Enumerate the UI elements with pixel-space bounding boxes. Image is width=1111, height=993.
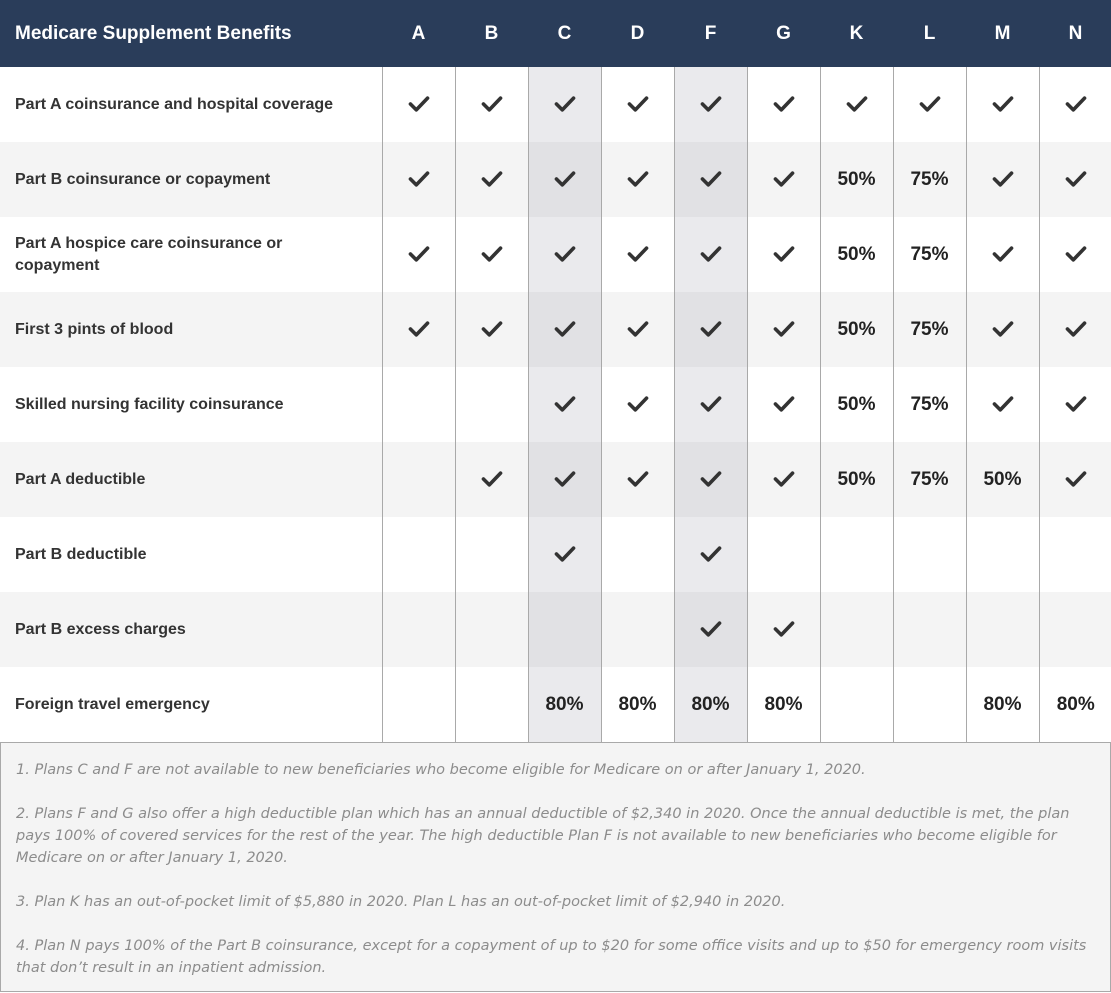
cell-plan-c	[528, 292, 601, 367]
cell-plan-d	[601, 142, 674, 217]
cell-plan-c	[528, 367, 601, 442]
checkmark-icon	[554, 470, 576, 488]
cell-plan-m	[966, 217, 1039, 292]
table-row	[0, 217, 1111, 292]
checkmark-icon	[700, 320, 722, 338]
cell-plan-m	[966, 142, 1039, 217]
table-row	[0, 667, 1111, 743]
checkmark-icon	[554, 245, 576, 263]
coverage-percent: 50%	[983, 468, 1022, 490]
cell-plan-g	[747, 142, 820, 217]
checkmark-icon	[700, 545, 722, 563]
checkmark-icon	[627, 320, 649, 338]
checkmark-icon	[627, 170, 649, 188]
cell-plan-g	[747, 292, 820, 367]
checkmark-icon	[627, 245, 649, 263]
cell-plan-f	[674, 667, 747, 743]
cell-plan-c	[528, 592, 601, 667]
cell-plan-k	[820, 67, 893, 142]
checkmark-icon	[1065, 95, 1087, 113]
cell-plan-a	[382, 442, 455, 517]
checkmark-icon	[408, 245, 430, 263]
coverage-percent: 50%	[837, 243, 876, 265]
cell-plan-a	[382, 667, 455, 743]
coverage-percent: 75%	[910, 243, 949, 265]
cell-plan-c	[528, 67, 601, 142]
cell-plan-b	[455, 67, 528, 142]
coverage-percent: 80%	[764, 693, 803, 715]
coverage-percent: 80%	[1056, 693, 1095, 715]
checkmark-icon	[481, 170, 503, 188]
cell-plan-c	[528, 217, 601, 292]
footnote-3: 3. Plan K has an out-of-pocket limit of $5,880 in 2020. Plan L has an out-of-pocket limit of $2,940 in 2020.	[16, 894, 786, 910]
cell-plan-g	[747, 592, 820, 667]
cell-plan-d	[601, 292, 674, 367]
table-row	[0, 142, 1111, 217]
checkmark-icon	[408, 170, 430, 188]
coverage-percent: 75%	[910, 393, 949, 415]
plan-header-d: D	[601, 0, 674, 67]
cell-plan-d	[601, 367, 674, 442]
checkmark-icon	[554, 320, 576, 338]
cell-plan-f	[674, 292, 747, 367]
checkmark-icon	[773, 320, 795, 338]
benefit-label: Part B excess charges	[0, 592, 382, 667]
benefit-label: Part A coinsurance and hospital coverage	[15, 95, 334, 113]
cell-plan-g	[747, 217, 820, 292]
checkmark-icon	[846, 95, 868, 113]
cell-plan-l	[893, 142, 966, 217]
table-row	[0, 292, 1111, 367]
checkmark-icon	[992, 95, 1014, 113]
cell-plan-d	[601, 517, 674, 592]
checkmark-icon	[700, 470, 722, 488]
cell-plan-l	[893, 217, 966, 292]
checkmark-icon	[1065, 395, 1087, 413]
cell-plan-m	[966, 517, 1039, 592]
benefit-label: Part A deductible	[0, 442, 382, 517]
cell-plan-g	[747, 367, 820, 442]
cell-plan-g	[747, 517, 820, 592]
cell-plan-n	[1039, 142, 1111, 217]
cell-plan-n	[1039, 592, 1111, 667]
cell-plan-l	[893, 367, 966, 442]
cell-plan-n	[1039, 442, 1111, 517]
checkmark-icon	[408, 320, 430, 338]
checkmark-icon	[773, 170, 795, 188]
table-title: Medicare Supplement Benefits	[0, 0, 382, 67]
cell-plan-n	[1039, 292, 1111, 367]
benefit-label: First 3 pints of blood	[0, 292, 382, 367]
checkmark-icon	[1065, 245, 1087, 263]
footnote-1: 1. Plans C and F are not available to new beneficiaries who become eligible for Medicare on or after January 1, 2020.	[16, 762, 866, 778]
coverage-percent: 80%	[983, 693, 1022, 715]
cell-plan-f	[674, 217, 747, 292]
cell-plan-f	[674, 67, 747, 142]
cell-plan-l	[893, 592, 966, 667]
checkmark-icon	[992, 320, 1014, 338]
coverage-percent: 50%	[837, 168, 876, 190]
plan-header-l: L	[893, 0, 966, 67]
cell-plan-k	[820, 217, 893, 292]
cell-plan-n	[1039, 517, 1111, 592]
table-row	[0, 592, 1111, 667]
cell-plan-f	[674, 592, 747, 667]
cell-plan-c	[528, 517, 601, 592]
footnotes	[0, 743, 1111, 992]
checkmark-icon	[700, 95, 722, 113]
coverage-percent: 80%	[618, 693, 657, 715]
cell-plan-d	[601, 217, 674, 292]
plan-header-m: M	[966, 0, 1039, 67]
checkmark-icon	[554, 170, 576, 188]
cell-plan-m	[966, 367, 1039, 442]
cell-plan-c	[528, 667, 601, 743]
cell-plan-f	[674, 367, 747, 442]
checkmark-icon	[773, 245, 795, 263]
checkmark-icon	[554, 545, 576, 563]
cell-plan-l	[893, 292, 966, 367]
cell-plan-b	[455, 667, 528, 743]
coverage-percent: 75%	[910, 468, 949, 490]
checkmark-icon	[773, 95, 795, 113]
cell-plan-a	[382, 292, 455, 367]
checkmark-icon	[992, 395, 1014, 413]
cell-plan-m	[966, 67, 1039, 142]
cell-plan-a	[382, 517, 455, 592]
cell-plan-m	[966, 667, 1039, 743]
checkmark-icon	[627, 470, 649, 488]
cell-plan-n	[1039, 217, 1111, 292]
cell-plan-a	[382, 367, 455, 442]
checkmark-icon	[481, 95, 503, 113]
plan-header-n: N	[1039, 0, 1111, 67]
plan-header-a: A	[382, 0, 455, 67]
checkmark-icon	[554, 95, 576, 113]
cell-plan-k	[820, 367, 893, 442]
cell-plan-l	[893, 667, 966, 743]
plan-header-b: B	[455, 0, 528, 67]
cell-plan-k	[820, 292, 893, 367]
cell-plan-l	[893, 442, 966, 517]
table-row	[0, 67, 1111, 142]
benefit-label: Part B coinsurance or copayment	[0, 142, 382, 217]
cell-plan-k	[820, 442, 893, 517]
checkmark-icon	[481, 245, 503, 263]
cell-plan-m	[966, 592, 1039, 667]
cell-plan-b	[455, 442, 528, 517]
checkmark-icon	[992, 170, 1014, 188]
cell-plan-k	[820, 142, 893, 217]
checkmark-icon	[700, 245, 722, 263]
checkmark-icon	[773, 470, 795, 488]
coverage-percent: 80%	[545, 693, 584, 715]
cell-plan-g	[747, 442, 820, 517]
cell-plan-a	[382, 592, 455, 667]
checkmark-icon	[1065, 170, 1087, 188]
cell-plan-f	[674, 142, 747, 217]
cell-plan-g	[747, 667, 820, 743]
cell-plan-m	[966, 442, 1039, 517]
checkmark-icon	[554, 395, 576, 413]
cell-plan-k	[820, 592, 893, 667]
checkmark-icon	[919, 95, 941, 113]
cell-plan-a	[382, 67, 455, 142]
cell-plan-b	[455, 592, 528, 667]
checkmark-icon	[481, 470, 503, 488]
cell-plan-b	[455, 367, 528, 442]
checkmark-icon	[1065, 470, 1087, 488]
cell-plan-d	[601, 67, 674, 142]
cell-plan-d	[601, 592, 674, 667]
plan-header-g: G	[747, 0, 820, 67]
benefit-label: Part B deductible	[15, 545, 147, 563]
checkmark-icon	[700, 170, 722, 188]
checkmark-icon	[1065, 320, 1087, 338]
cell-plan-k	[820, 517, 893, 592]
table-row	[0, 517, 1111, 592]
checkmark-icon	[700, 620, 722, 638]
table-row	[0, 367, 1111, 442]
header-row	[0, 0, 1111, 67]
checkmark-icon	[773, 620, 795, 638]
plan-header-k: K	[820, 0, 893, 67]
cell-plan-d	[601, 442, 674, 517]
cell-plan-f	[674, 442, 747, 517]
cell-plan-b	[455, 517, 528, 592]
cell-plan-n	[1039, 67, 1111, 142]
cell-plan-b	[455, 217, 528, 292]
cell-plan-l	[893, 67, 966, 142]
cell-plan-n	[1039, 367, 1111, 442]
coverage-percent: 75%	[910, 168, 949, 190]
cell-plan-a	[382, 217, 455, 292]
table-row	[0, 442, 1111, 517]
cell-plan-a	[382, 142, 455, 217]
cell-plan-f	[674, 517, 747, 592]
coverage-percent: 80%	[691, 693, 730, 715]
checkmark-icon	[627, 95, 649, 113]
cell-plan-c	[528, 142, 601, 217]
checkmark-icon	[481, 320, 503, 338]
cell-plan-g	[747, 67, 820, 142]
coverage-percent: 50%	[837, 393, 876, 415]
benefit-label: Skilled nursing facility coinsurance	[15, 395, 284, 413]
benefit-label: Foreign travel emergency	[0, 667, 382, 743]
cell-plan-b	[455, 292, 528, 367]
cell-plan-d	[601, 667, 674, 743]
plan-header-c: C	[528, 0, 601, 67]
benefit-label: Part A hospice care coinsurance or copayment	[15, 234, 283, 274]
checkmark-icon	[773, 395, 795, 413]
checkmark-icon	[700, 395, 722, 413]
coverage-percent: 50%	[837, 468, 876, 490]
footnote-4: 4. Plan N pays 100% of the Part B coinsurance, except for a copayment of up to $20 for some office visits and up to $50 for emergency room visits that don’t result in an inpatient admission.	[16, 938, 1087, 976]
checkmark-icon	[408, 95, 430, 113]
plan-header-f: F	[674, 0, 747, 67]
cell-plan-c	[528, 442, 601, 517]
table-body	[0, 67, 1111, 743]
checkmark-icon	[992, 245, 1014, 263]
cell-plan-n	[1039, 667, 1111, 743]
footnote-2: 2. Plans F and G also offer a high deductible plan which has an annual deductible of $2,340 in 2020. Once the annual deductible is met, the plan pays 100% of covered services for the rest of the year. The high deductible Plan F is not available to new beneficiaries who become eligible for Medicare on or after January 1, 2020.	[16, 806, 1070, 866]
cell-plan-l	[893, 517, 966, 592]
cell-plan-m	[966, 292, 1039, 367]
cell-plan-b	[455, 142, 528, 217]
cell-plan-k	[820, 667, 893, 743]
checkmark-icon	[627, 395, 649, 413]
coverage-percent: 50%	[837, 318, 876, 340]
coverage-percent: 75%	[910, 318, 949, 340]
